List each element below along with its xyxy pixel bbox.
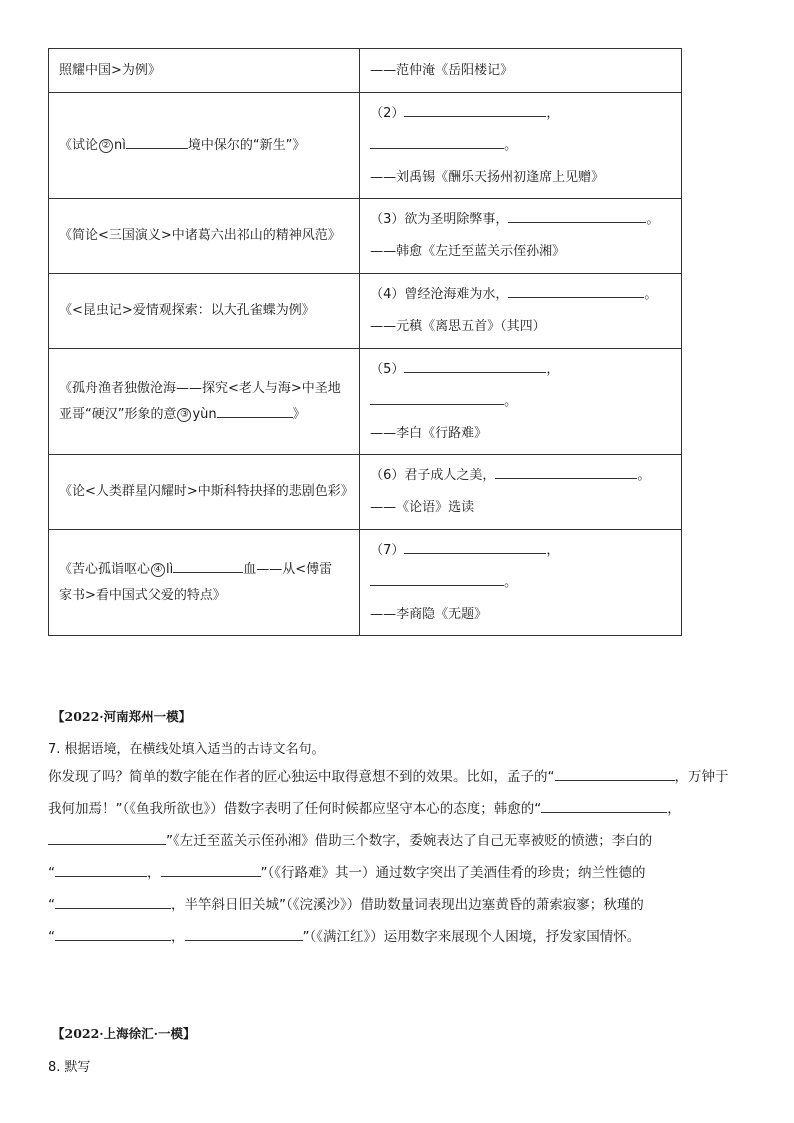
fill-blank[interactable] [55,927,171,941]
fill-blank[interactable] [508,209,646,223]
essay-title-cell: 《<昆虫记>爱情观探索：以大孔雀蝶为例》 [49,274,360,349]
table-row [49,455,682,530]
poem-cell: （2） ， 。 ——刘禹锡《酬乐天扬州初逢席上见赠》 [360,93,682,199]
essay-title-cell: 《孤舟渔者独傲沧海——探究<老人与海>中圣地 亚哥“硬汉”形象的意 ③ yùn 》 [49,349,360,455]
poem-cell: ——范仲淹《岳阳楼记》 [360,49,682,93]
poetry-table [48,48,682,636]
question-7-passage: 你发现了吗？简单的数字能在作者的匠心独运中取得意想不到的效果。比如，孟子的“ ，万钟于 我何加焉！”（《鱼我所欲也》）借数字表明了任何时候都应坚守本心的态度；韩愈的“ ， ”《左迁至蓝关示侄孙湘》借助三个数字，委婉表达了自己无辜被贬的愤懑；李白的 “ ， ”（《行路难》其一）通过数字突出了美酒佳肴的珍贵；纳兰性德的 “ ，半竿斜日旧关城”（《浣溪沙》）借助数量词表现出边塞黄昏的萧索寂寥；秋瑾的 “ ， ”（《满江红》）运用数字来展现个人困境，抒发家国情怀。 [48,769,729,945]
table-row [49,274,682,349]
table-row [49,49,682,93]
section-source-q8: 【2022·上海徐汇·一模】 [52,1026,196,1041]
fill-blank[interactable] [404,359,546,373]
fill-blank[interactable] [495,465,637,479]
fill-blank[interactable] [508,284,644,298]
fill-blank[interactable] [185,927,303,941]
essay-title-cell: 《简论<三国演义>中诸葛六出祁山的精神风范》 [49,199,360,274]
essay-title-cell: 《论<人类群星闪耀时>中斯科特抉择的悲剧色彩》 [49,455,360,530]
fill-blank[interactable] [555,767,675,781]
fill-blank[interactable] [217,404,293,418]
fill-blank[interactable] [161,863,261,877]
poem-cell: （6）君子成人之美， 。 ——《论语》选读 [360,455,682,530]
section-source-q7: 【2022·河南郑州一模】 [52,709,192,724]
table-row [49,530,682,636]
fill-blank[interactable] [404,540,546,554]
poem-cell: （7） ， 。 ——李商隐《无题》 [360,530,682,636]
number-4-icon: ④ [151,563,165,577]
table-row [49,199,682,274]
poem-cell: （3）欲为圣明除弊事， 。 ——韩愈《左迁至蓝关示侄孙湘》 [360,199,682,274]
fill-blank[interactable] [404,103,546,117]
table-row [49,349,682,455]
poem-cell: （5） ， 。 ——李白《行路难》 [360,349,682,455]
question-8-prompt: 8. 默写 [48,1060,91,1075]
fill-blank[interactable] [48,831,166,845]
number-3-icon: ③ [177,408,191,422]
essay-title-cell: 《苦心孤诣呕心 ④ lì 血——从<傅雷 家书>看中国式父爱的特点》 [49,530,360,636]
fill-blank[interactable] [370,135,504,149]
essay-title-cell: 照耀中国>为例》 [49,49,360,93]
question-7-prompt: 7. 根据语境，在横线处填入适当的古诗文名句。 [48,742,325,757]
table-row [49,93,682,199]
fill-blank[interactable] [55,895,171,909]
essay-title-cell: 《试论 ② nì 境中保尔的“新生”》 [49,93,360,199]
fill-blank[interactable] [173,559,243,573]
number-2-icon: ② [99,139,113,153]
fill-blank[interactable] [370,391,504,405]
poem-cell: （4）曾经沧海难为水， 。 ——元稹《离思五首》（其四） [360,274,682,349]
fill-blank[interactable] [541,799,667,813]
fill-blank[interactable] [55,863,147,877]
fill-blank[interactable] [126,135,188,149]
fill-blank[interactable] [370,572,504,586]
